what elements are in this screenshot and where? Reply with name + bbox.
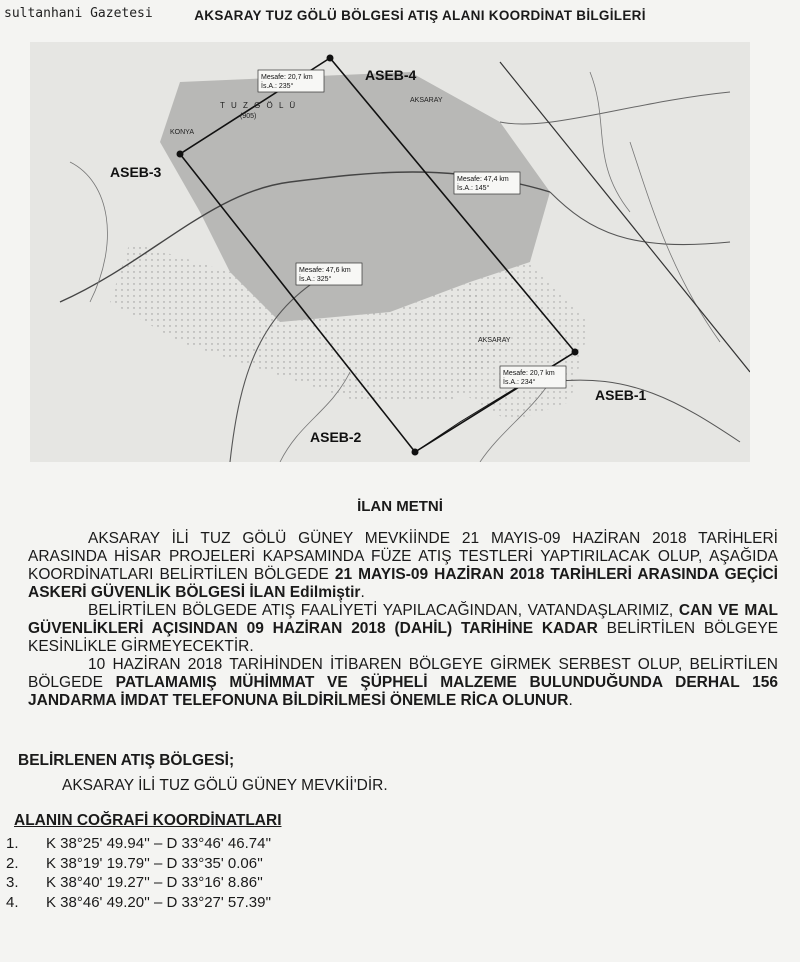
map-label-konya: KONYA [170, 129, 194, 136]
document-title: AKSARAY TUZ GÖLÜ BÖLGESİ ATIŞ ALANI KOORDİNAT BİLGİLERİ [194, 8, 646, 23]
watermark: sultanhani Gazetesi [4, 6, 153, 21]
announcement-paragraph-2: BELİRTİLEN BÖLGEDE ATIŞ FAALİYETİ YAPILACAĞINDAN, VATANDAŞLARIMIZ, CAN VE MAL GÜVENLİKLERİ AÇISINDAN 09 HAZİRAN 2018 (DAHİL) TARİHİNE KADAR BELİRTİLEN BÖLGEYE KESİNLİKLE GİRMEYECEKTİR. [28, 602, 778, 655]
announcement-paragraph-1: AKSARAY İLİ TUZ GÖLÜ GÜNEY MEVKİİNDE 21 MAYIS-09 HAZİRAN 2018 TARİHLERİ ARASINDA HİSAR PROJELERİ KAPSAMINDA FÜZE ATIŞ TESTLERİ YAPTIRILACAK OLUP, AŞAĞIDA KOORDİNATLARI BELİRTİLEN BÖLGEDE 21 MAYIS-09 HAZİRAN 2018 TARİHLERİ ARASINDA GEÇİCİ ASKERİ GÜVENLİK BÖLGESİ İLAN Edilmiştir. [28, 530, 778, 601]
distance-box [500, 366, 566, 388]
map-label-tuz-golu: T U Z G Ö L Ü [220, 101, 298, 110]
announcement-paragraph-3: 10 HAZİRAN 2018 TARİHİNDEN İTİBAREN BÖLGEYE GİRMEK SERBEST OLUP, BELİRTİLEN BÖLGEDE PATLAMAMIŞ MÜHİMMAT VE ŞÜPHELİ MALZEME BULUNDUĞUNDA DERHAL 156 JANDARMA İMDAT TELEFONUNA BİLDİRİLMESİ ÖNEMLE RİCA OLUNUR. [28, 656, 778, 709]
svg-text:Mesafe: 20,7 km: Mesafe: 20,7 km [503, 370, 555, 377]
announcement-body [28, 530, 778, 710]
coordinate-item: 4. K 38°46' 49.20'' – D 33°27' 57.39'' [6, 893, 272, 911]
announcement-heading: İLAN METNİ [357, 498, 443, 515]
map-label-aksaray: AKSARAY [478, 337, 511, 344]
svg-text:İs.A.: 325°: İs.A.: 325° [299, 276, 332, 283]
coordinate-item: 2. K 38°19' 19.79'' – D 33°35' 0.06'' [6, 854, 263, 872]
svg-text:İs.A.: 145°: İs.A.: 145° [457, 185, 490, 192]
map-label-aseb2: ASEB-2 [310, 429, 362, 445]
svg-text:Mesafe: 47,4 km: Mesafe: 47,4 km [457, 176, 509, 183]
map-label-aseb4: ASEB-4 [365, 67, 417, 83]
map-label-aseb3: ASEB-3 [110, 164, 162, 180]
coordinate-item: 3. K 38°40' 19.27'' – D 33°16' 8.86'' [6, 874, 263, 891]
distance-box [296, 263, 362, 285]
zone-heading: BELİRLENEN ATIŞ BÖLGESİ; [18, 752, 235, 769]
map-label-aseb1: ASEB-1 [595, 387, 647, 403]
firing-area-map [30, 42, 750, 462]
svg-text:Mesafe: 47,6 km: Mesafe: 47,6 km [299, 267, 351, 274]
svg-text:Mesafe: 20,7 km: Mesafe: 20,7 km [261, 74, 313, 81]
svg-text:İs.A.: 235°: İs.A.: 235° [261, 83, 294, 90]
distance-box [258, 70, 324, 92]
map-label-aksaray-top: AKSARAY [410, 97, 443, 104]
map-label-tuz-golu-code: (905) [240, 113, 257, 120]
coordinates-heading: ALANIN COĞRAFİ KOORDİNATLARI [14, 812, 282, 829]
coordinate-item: 1. K 38°25' 49.94'' – D 33°46' 46.74'' [6, 835, 272, 852]
zone-text: AKSARAY İLİ TUZ GÖLÜ GÜNEY MEVKİİ'DİR. [62, 777, 388, 794]
distance-box [454, 172, 520, 194]
coordinates-list [6, 834, 406, 912]
svg-text:İs.A.: 234°: İs.A.: 234° [503, 379, 536, 386]
